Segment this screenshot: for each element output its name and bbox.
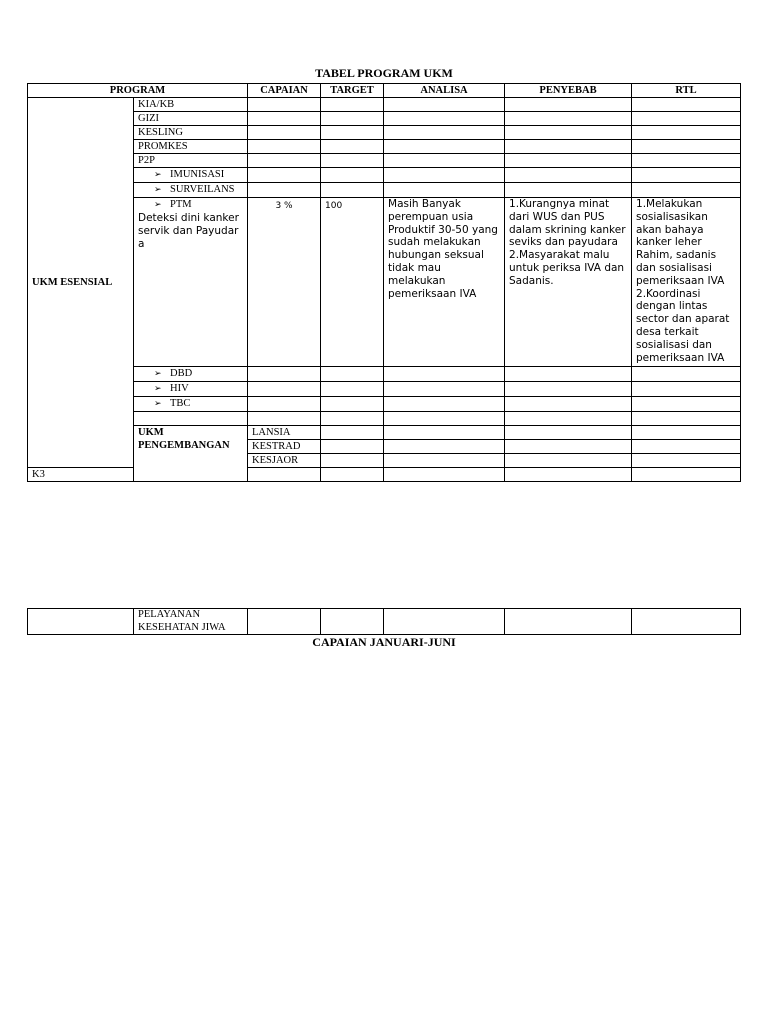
table-row <box>28 126 741 140</box>
ptm-description: Deteksi dini kanker servik dan Payudara <box>138 212 239 250</box>
header-target: TARGET <box>321 84 384 98</box>
table-header-row <box>28 84 741 98</box>
arrow-bullet-icon <box>138 368 170 379</box>
program-item: KESTRAD <box>248 439 321 453</box>
table-row <box>28 183 741 198</box>
program-subitem-ptm: ➢ PTM Deteksi dini kanker servik dan Payudara <box>134 198 248 367</box>
arrow-bullet-icon <box>138 383 170 394</box>
program-subitem: ➢ TBC <box>134 397 248 412</box>
table-row <box>28 382 741 397</box>
ptm-capaian: 3 % <box>248 198 321 367</box>
table-row <box>28 112 741 126</box>
ptm-rtl: 1.Melakukan sosialisasikan akan bahaya kanker leher Rahim, sadanis dan sosialisasi pemeriksaan IVA 2.Koordinasi dengan lintas sector dan aparat desa terkait sosialisasi dan pemeriksaan IVA <box>632 198 741 367</box>
program-item: PELAYANAN KESEHATAN JIWA <box>134 609 248 635</box>
ptm-analisa: Masih Banyak perempuan usia Produktif 30-50 yang sudah melakukan hubungan seksual tidak mau melakukan pemeriksaan IVA <box>384 198 505 367</box>
ptm-target: 100 <box>321 198 384 367</box>
arrow-bullet-icon <box>138 199 170 210</box>
program-item: K3 <box>28 467 134 481</box>
header-rtl: RTL <box>632 84 741 98</box>
program-item: KIA/KB <box>134 98 248 112</box>
table-row <box>28 154 741 168</box>
header-penyebab: PENYEBAB <box>505 84 632 98</box>
table-row <box>28 425 741 439</box>
table-row <box>28 609 741 635</box>
group-ukm-esensial: UKM ESENSIAL <box>28 98 134 468</box>
arrow-bullet-icon <box>138 169 170 180</box>
program-subitem: ➢ IMUNISASI <box>134 168 248 183</box>
program-subitem: ➢ DBD <box>134 367 248 382</box>
table-row <box>28 397 741 412</box>
table-row <box>28 140 741 154</box>
program-item: KESLING <box>134 126 248 140</box>
header-analisa: ANALISA <box>384 84 505 98</box>
program-item: LANSIA <box>248 425 321 439</box>
ptm-penyebab: 1.Kurangnya minat dari WUS dan PUS dalam skrining kanker seviks dan payudara 2.Masyarakat malu untuk periksa IVA dan Sadanis. <box>505 198 632 367</box>
table-row <box>28 168 741 183</box>
header-capaian: CAPAIAN <box>248 84 321 98</box>
program-item: GIZI <box>134 112 248 126</box>
table-row <box>28 367 741 382</box>
caption: CAPAIAN JANUARI-JUNI <box>312 635 456 649</box>
arrow-bullet-icon <box>138 398 170 409</box>
ukm-program-table <box>27 83 741 482</box>
table-row-ptm <box>28 198 741 367</box>
group-ukm-pengembangan: UKM PENGEMBANGAN <box>134 425 248 481</box>
program-item: P2P <box>134 154 248 168</box>
ukm-program-table-continued <box>27 608 741 635</box>
table-row <box>28 98 741 112</box>
program-subitem: ➢ HIV <box>134 382 248 397</box>
arrow-bullet-icon <box>138 184 170 195</box>
header-program: PROGRAM <box>28 84 248 98</box>
table-row-empty <box>28 412 741 426</box>
page-title: TABEL PROGRAM UKM <box>315 66 453 80</box>
program-subitem: ➢ SURVEILANS <box>134 183 248 198</box>
program-item: KESJAOR <box>248 453 321 467</box>
program-item: PROMKES <box>134 140 248 154</box>
